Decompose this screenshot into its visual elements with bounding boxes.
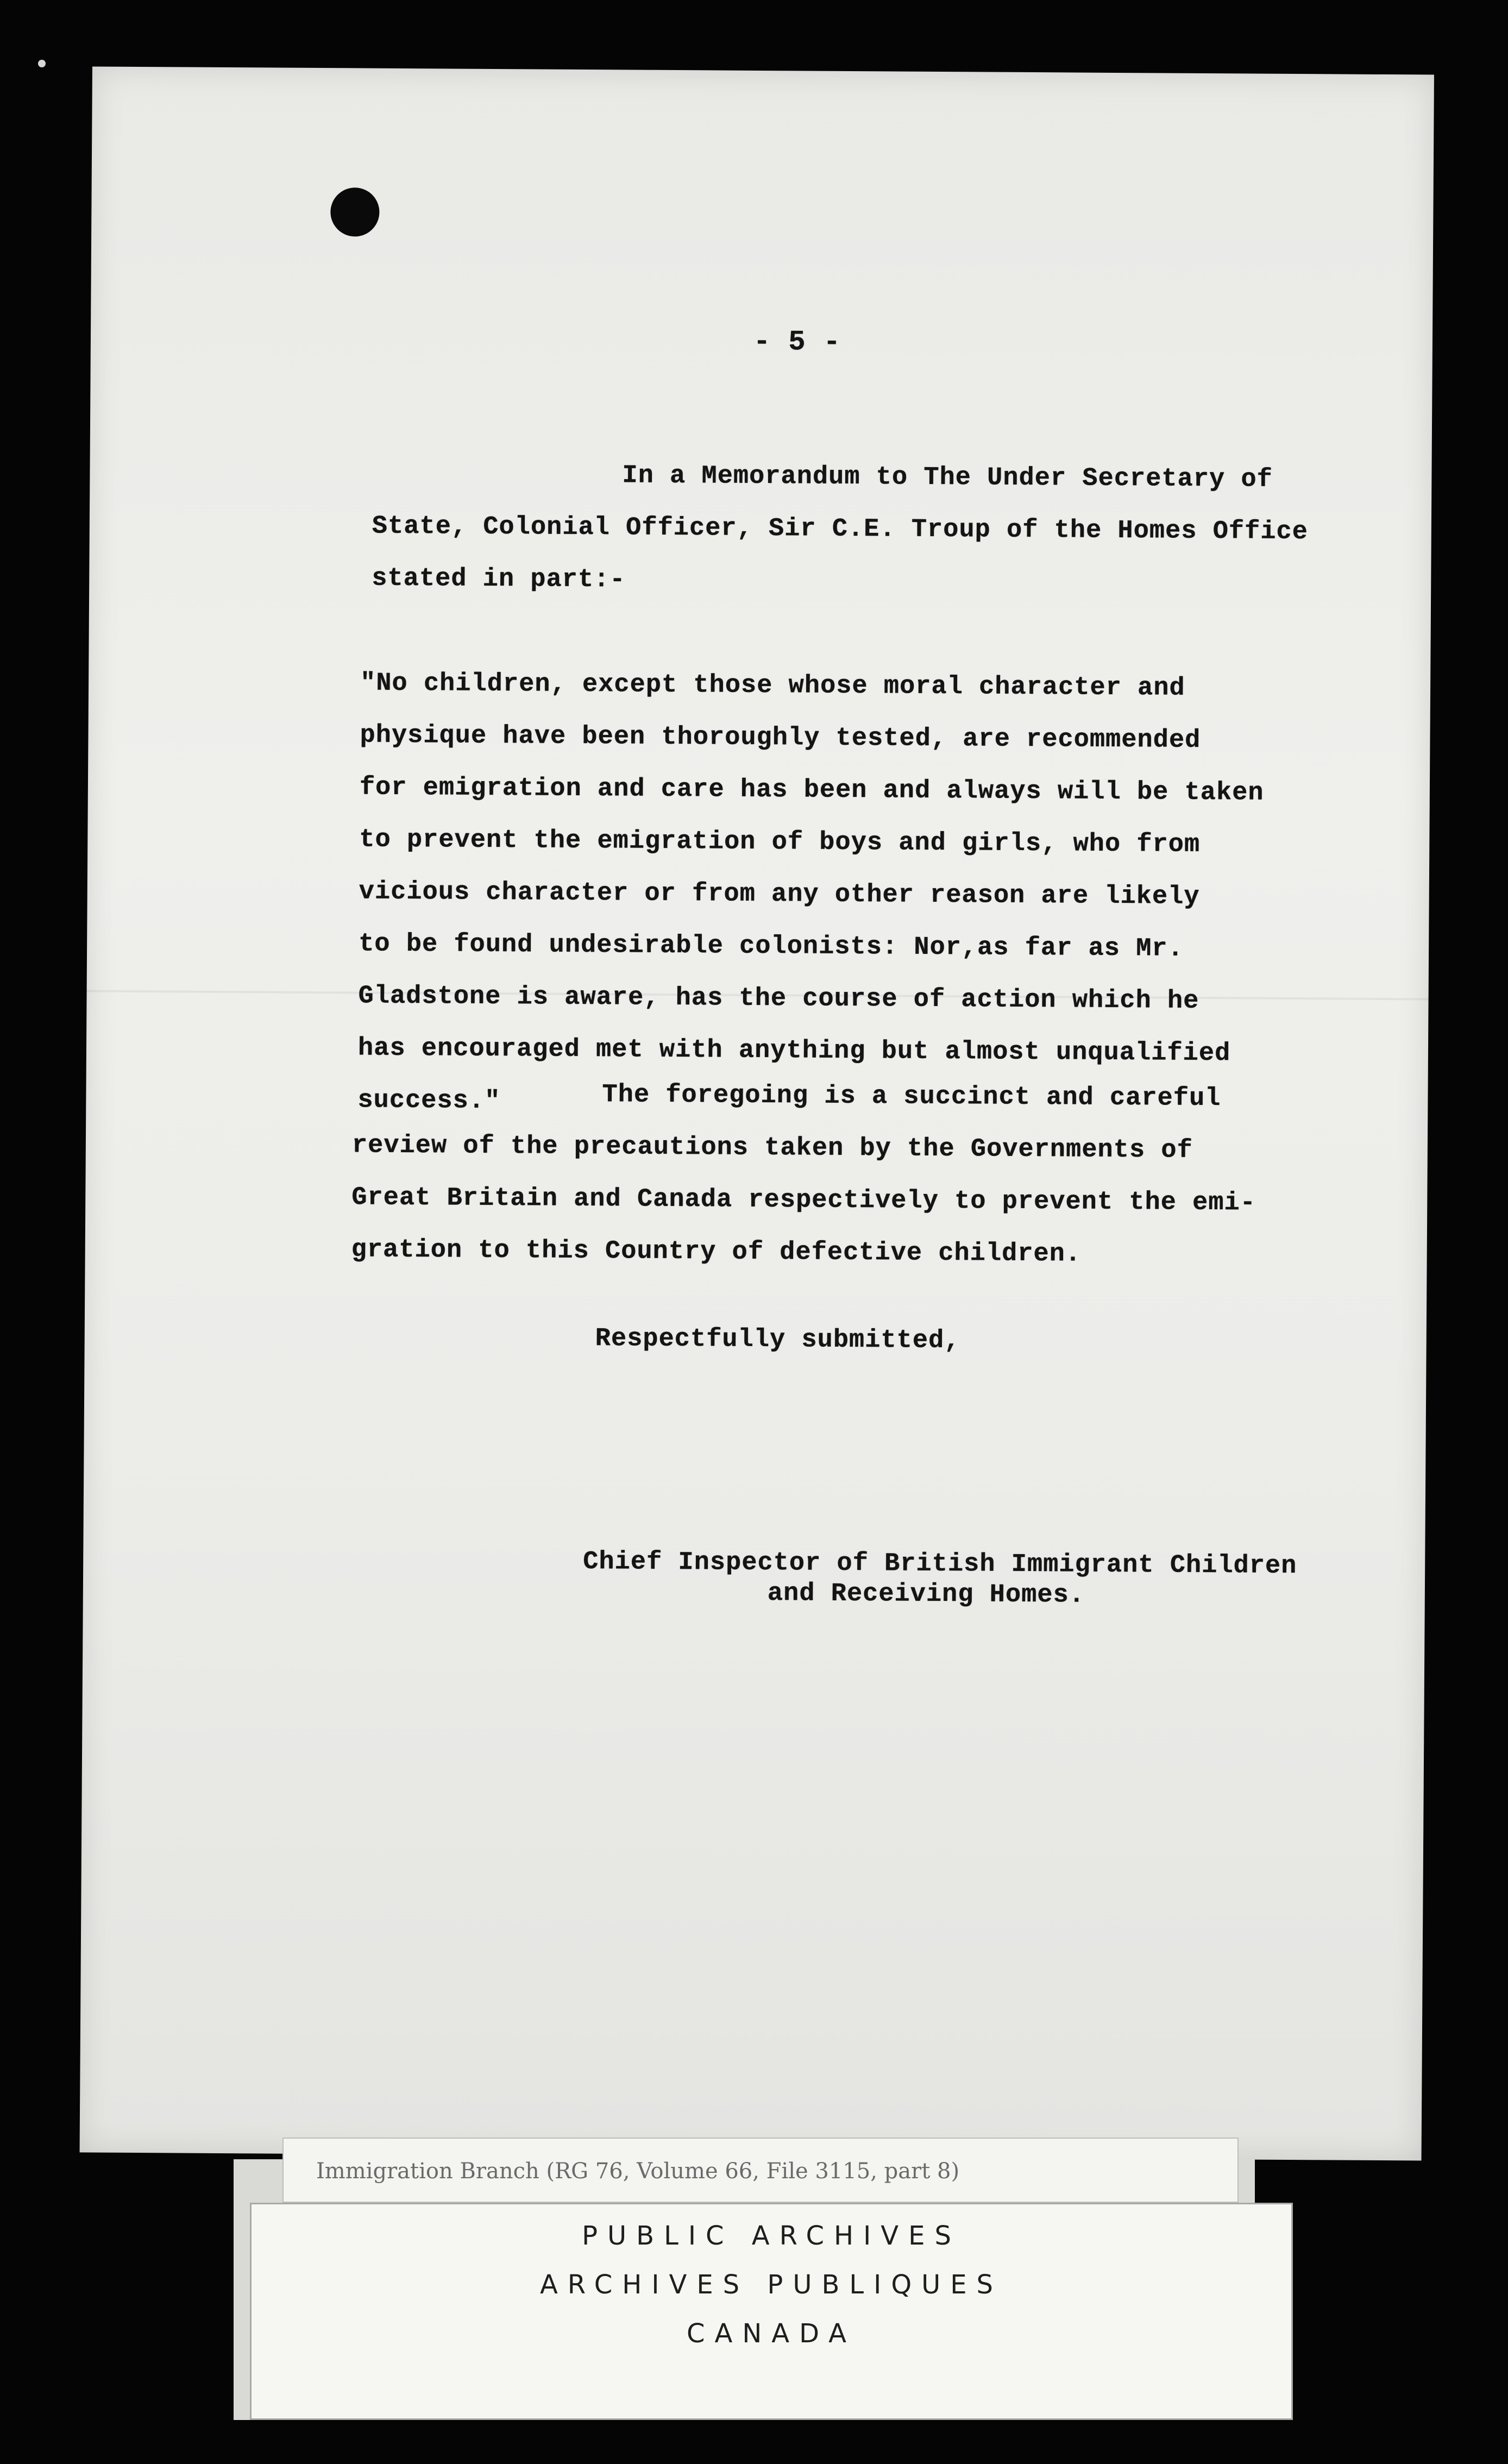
public-archives-label <box>250 2203 1293 2420</box>
quote-line: Gladstone is aware, has the course of action which he <box>358 982 1199 1016</box>
quote-line: has encouraged met with anything but almost unqualified <box>357 1034 1231 1068</box>
quote-line: physique have been thoroughly tested, are recommended <box>360 721 1201 755</box>
review-line: Great Britain and Canada respectively to prevent the emi- <box>351 1183 1256 1218</box>
memo-line: stated in part:- <box>372 564 626 595</box>
memo-line: State, Colonial Officer, Sir C.E. Troup of the Homes Office <box>372 512 1309 547</box>
signature-title-continued: and Receiving Homes. <box>767 1579 1085 1610</box>
review-paragraph <box>351 1067 1406 1283</box>
quote-line: "No children, except those whose moral character and <box>360 669 1185 703</box>
quote-line: success." <box>357 1086 501 1116</box>
document-page <box>80 66 1434 2160</box>
signature-title: Chief Inspector of British Immigrant Children <box>583 1548 1297 1581</box>
closing-line: Respectfully submitted, <box>595 1324 960 1356</box>
archives-label-line: ARCHIVES PUBLIQUES <box>539 2270 1003 2300</box>
quote-line: to prevent the emigration of boys and girls, who from <box>359 825 1201 859</box>
quoted-passage <box>357 657 1414 1133</box>
page-number: - 5 - <box>753 325 841 359</box>
quote-line: vicious character or from any other reason are likely <box>359 877 1200 912</box>
archives-label-line: PUBLIC ARCHIVES <box>582 2221 961 2251</box>
quote-line: to be found undesirable colonists: Nor,as far as Mr. <box>359 929 1184 964</box>
punch-hole <box>330 187 380 237</box>
quote-line: for emigration and care has been and always will be taken <box>359 773 1264 808</box>
film-edge-mark <box>38 60 46 67</box>
archive-label-area <box>234 2138 1309 2431</box>
review-line: review of the precautions taken by the Governments of <box>351 1131 1193 1165</box>
review-line: The foregoing is a succinct and careful <box>602 1080 1221 1114</box>
review-line: gration to this Country of defective children. <box>351 1235 1082 1269</box>
archives-label-line: CANADA <box>686 2318 857 2349</box>
memorandum-paragraph <box>372 449 1405 612</box>
signature-block <box>583 1547 1297 1612</box>
memo-line: In a Memorandum to The Under Secretary of <box>622 461 1273 494</box>
file-reference-strip: Immigration Branch (RG 76, Volume 66, File 3115, part 8) <box>282 2138 1239 2203</box>
